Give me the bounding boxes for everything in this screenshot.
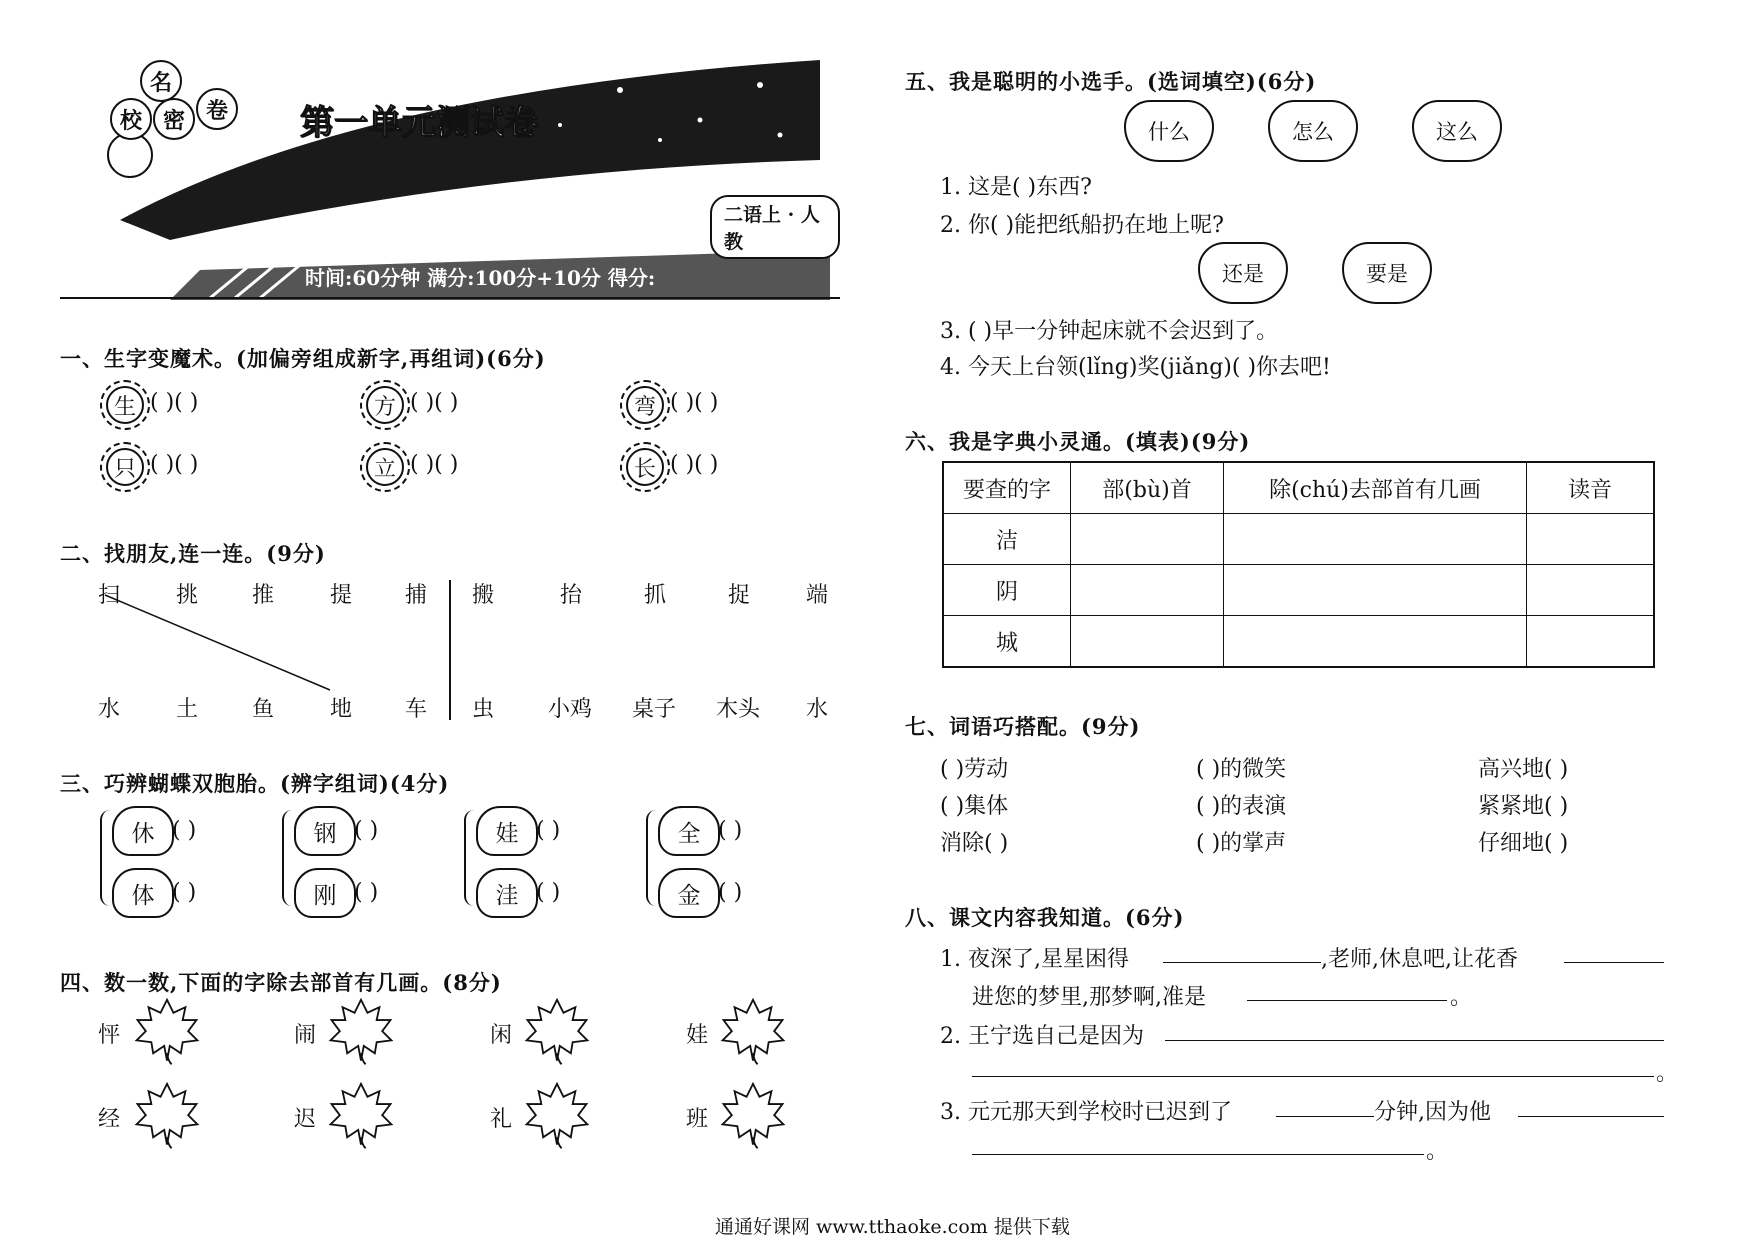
fill-item[interactable]: 仔细地( ) [1478, 831, 1569, 856]
answer-blank[interactable]: ( )( ) [670, 452, 719, 477]
leaf-char: 闲 [490, 1023, 513, 1048]
leaf-icon[interactable] [718, 998, 788, 1068]
question-text: 2. 王宁选自己是因为 [940, 1024, 1144, 1049]
badge-mi: 密 [153, 98, 195, 140]
table-header: 部(bù)首 [1071, 462, 1224, 514]
match-word[interactable]: 小鸡 [548, 697, 593, 722]
question-text: 分钟,因为他 [1374, 1100, 1491, 1125]
table-header: 读音 [1527, 462, 1655, 514]
leaf-icon[interactable] [132, 1082, 202, 1152]
table-cell[interactable] [1527, 616, 1655, 668]
leaf-icon[interactable] [326, 1082, 396, 1152]
leaf-char: 礼 [490, 1107, 513, 1132]
section4-title: 四、数一数,下面的字除去部首有几画。(8分) [60, 970, 502, 995]
table-header: 要查的字 [943, 462, 1071, 514]
butterfly-char: 金 [658, 868, 720, 918]
match-word[interactable]: 地 [330, 697, 353, 722]
match-word[interactable]: 提 [330, 583, 353, 608]
answer-line[interactable] [972, 1154, 1424, 1155]
match-word[interactable]: 搬 [472, 583, 495, 608]
answer-line[interactable] [1518, 1116, 1664, 1117]
table-cell[interactable] [1071, 514, 1224, 565]
leaf-char: 经 [98, 1107, 121, 1132]
answer-blank[interactable]: ( )( ) [670, 390, 719, 415]
section2-title: 二、找朋友,连一连。(9分) [60, 541, 326, 566]
table-row [943, 514, 1654, 565]
section6-title: 六、我是字典小灵通。(填表)(9分) [905, 429, 1251, 454]
butterfly-char: 洼 [476, 868, 538, 918]
fill-item[interactable]: 3. ( )早一分钟起床就不会迟到了。 [940, 319, 1279, 344]
leaf-char: 闹 [294, 1023, 317, 1048]
table-cell-char: 城 [943, 616, 1071, 668]
match-word[interactable]: 鱼 [252, 697, 275, 722]
grade-label: 二语上 · 人教 [710, 195, 840, 259]
section7-title: 七、词语巧搭配。(9分) [905, 714, 1141, 739]
leaf-char: 班 [686, 1107, 709, 1132]
flower-char: 生 [100, 380, 150, 430]
section3-title: 三、巧辨蝴蝶双胞胎。(辨字组词)(4分) [60, 771, 450, 796]
answer-line[interactable] [972, 1076, 1654, 1077]
table-cell[interactable] [1224, 514, 1527, 565]
table-row [943, 565, 1654, 616]
fill-item[interactable]: ( )集体 [940, 794, 1009, 819]
leaf-icon[interactable] [326, 998, 396, 1068]
question-text: 1. 夜深了,星星困得 [940, 947, 1129, 972]
match-word[interactable]: 推 [252, 583, 275, 608]
period: 。 [1426, 1139, 1449, 1164]
word-heart: 什么 [1124, 100, 1214, 162]
table-header-row [943, 462, 1654, 514]
answer-blank[interactable]: ( ) [354, 880, 379, 905]
answer-line[interactable] [1247, 1000, 1447, 1001]
answer-blank[interactable]: ( )( ) [150, 452, 199, 477]
match-word[interactable]: 虫 [472, 697, 495, 722]
score-line: 时间:60分钟 满分:100分+10分 得分: [305, 266, 656, 290]
table-cell[interactable] [1527, 565, 1655, 616]
answer-line[interactable] [1276, 1116, 1374, 1117]
leaf-char: 迟 [294, 1107, 317, 1132]
match-word[interactable]: 土 [176, 697, 199, 722]
question-text: ,老师,休息吧,让花香 [1321, 947, 1518, 972]
flower-char: 长 [620, 442, 670, 492]
flower-char: 弯 [620, 380, 670, 430]
match-word[interactable]: 抬 [560, 583, 583, 608]
table-cell[interactable] [1224, 565, 1527, 616]
match-word[interactable]: 挑 [176, 583, 199, 608]
brace [282, 810, 294, 906]
fill-item[interactable]: ( )的表演 [1196, 794, 1287, 819]
word-heart: 怎么 [1268, 100, 1358, 162]
match-word[interactable]: 抓 [644, 583, 667, 608]
fill-item[interactable]: 紧紧地( ) [1478, 794, 1569, 819]
fill-item[interactable]: 高兴地( ) [1478, 757, 1569, 782]
answer-blank[interactable]: ( )( ) [150, 390, 199, 415]
answer-blank[interactable]: ( ) [172, 880, 197, 905]
match-word[interactable]: 车 [405, 697, 428, 722]
butterfly-char: 刚 [294, 868, 356, 918]
table-cell-char: 洁 [943, 514, 1071, 565]
brace [464, 810, 476, 906]
answer-blank[interactable]: ( )( ) [410, 390, 459, 415]
butterfly-char: 体 [112, 868, 174, 918]
match-word[interactable]: 捉 [728, 583, 751, 608]
match-word[interactable]: 桌子 [632, 697, 677, 722]
match-word[interactable]: 端 [806, 583, 829, 608]
badge-ming: 名 [140, 60, 182, 102]
table-row [943, 616, 1654, 668]
fill-item[interactable]: 1. 这是( )东西? [940, 175, 1092, 200]
header-banner [60, 30, 840, 300]
leaf-char: 娃 [686, 1023, 709, 1048]
leaf-icon[interactable] [132, 998, 202, 1068]
word-heart: 要是 [1342, 242, 1432, 304]
period: 。 [1656, 1061, 1679, 1086]
page-title: 第一单元测试卷 [300, 103, 538, 143]
dictionary-table [942, 461, 1655, 668]
table-cell-char: 阴 [943, 565, 1071, 616]
match-word[interactable]: 扫 [98, 583, 121, 608]
flower-char: 只 [100, 442, 150, 492]
answer-blank[interactable]: ( ) [536, 880, 561, 905]
table-cell[interactable] [1527, 514, 1655, 565]
answer-line[interactable] [1163, 962, 1321, 963]
butterfly-char: 钢 [294, 806, 356, 856]
period: 。 [1450, 985, 1473, 1010]
butterfly-char: 休 [112, 806, 174, 856]
answer-line[interactable] [1165, 1040, 1664, 1041]
match-word[interactable]: 木头 [716, 697, 761, 722]
fill-item[interactable]: ( )的掌声 [1196, 831, 1287, 856]
match-word[interactable]: 捕 [405, 583, 428, 608]
leaf-char: 怦 [98, 1023, 121, 1048]
answer-blank[interactable]: ( ) [718, 880, 743, 905]
table-cell[interactable] [1071, 616, 1224, 668]
match-word[interactable]: 水 [98, 697, 121, 722]
answer-blank[interactable]: ( ) [536, 818, 561, 843]
word-heart: 这么 [1412, 100, 1502, 162]
answer-line[interactable] [1564, 962, 1664, 963]
footer-text: 通通好课网 www.tthaoke.com 提供下载 [715, 1216, 1070, 1238]
table-cell[interactable] [1224, 616, 1527, 668]
flower-char: 方 [360, 380, 410, 430]
question-text: 进您的梦里,那梦啊,准是 [972, 985, 1206, 1010]
flower-char: 立 [360, 442, 410, 492]
leaf-icon[interactable] [718, 1082, 788, 1152]
badge-xiao: 校 [110, 98, 152, 140]
answer-blank[interactable]: ( ) [718, 818, 743, 843]
section5-title: 五、我是聪明的小选手。(选词填空)(6分) [905, 69, 1317, 94]
answer-blank[interactable]: ( ) [172, 818, 197, 843]
answer-blank[interactable]: ( )( ) [410, 452, 459, 477]
leaf-icon[interactable] [522, 998, 592, 1068]
fill-item[interactable]: ( )的微笑 [1196, 757, 1287, 782]
table-cell[interactable] [1071, 565, 1224, 616]
question-text: 3. 元元那天到学校时已迟到了 [940, 1100, 1232, 1125]
section1-title: 一、生字变魔术。(加偏旁组成新字,再组词)(6分) [60, 346, 546, 371]
section8-title: 八、课文内容我知道。(6分) [905, 905, 1185, 930]
fill-item[interactable]: 2. 你( )能把纸船扔在地上呢? [940, 213, 1224, 238]
fill-item[interactable]: 4. 今天上台领(lǐng)奖(jiǎng)( )你去吧! [940, 355, 1331, 380]
butterfly-char: 娃 [476, 806, 538, 856]
brace [646, 810, 658, 906]
leaf-icon[interactable] [522, 1082, 592, 1152]
brace [100, 810, 112, 906]
table-header: 除(chú)去部首有几画 [1224, 462, 1527, 514]
word-heart: 还是 [1198, 242, 1288, 304]
butterfly-char: 全 [658, 806, 720, 856]
match-word[interactable]: 水 [806, 697, 829, 722]
answer-blank[interactable]: ( ) [354, 818, 379, 843]
fill-item[interactable]: ( )劳动 [940, 757, 1009, 782]
badge-juan: 卷 [196, 88, 238, 130]
fill-item[interactable]: 消除( ) [940, 831, 1009, 856]
